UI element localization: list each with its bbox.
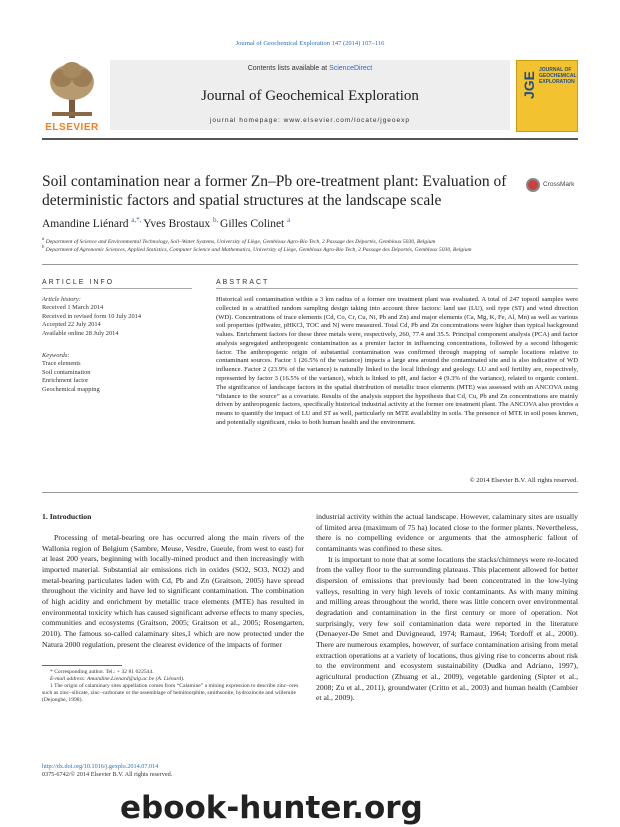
author-affil-sup[interactable]: a,*, [131, 216, 144, 224]
elsevier-tree-icon [46, 60, 98, 120]
abstract-copyright: © 2014 Elsevier B.V. All rights reserved. [469, 477, 578, 484]
article-title: Soil contamination near a former Zn–Pb ore-treatment plant: Evaluation of deterministic factors and spatial structures at the landscape scale [42, 173, 507, 209]
journal-cover-thumbnail [516, 60, 578, 132]
keyword-item: Soil contamination [42, 368, 91, 376]
history-item: Available online 28 July 2014 [42, 329, 119, 337]
crossmark-label: CrossMark [543, 181, 575, 188]
author-name[interactable]: Amandine Liénard [42, 217, 129, 230]
cover-title: JOURNAL OF GEOCHEMICAL EXPLORATION [539, 67, 577, 85]
sciencedirect-link[interactable]: ScienceDirect [329, 65, 373, 72]
affiliation-text: Department of Science and Environmental Technology, Soil–Water Systems, University of Liège, Gembloux Agro-Bio Tech, 2 Passage des Déportés, Gembloux 5030, Belgium [45, 238, 436, 245]
abstract-rule [216, 288, 578, 289]
journal-masthead [110, 60, 510, 130]
keyword-item: Trace elements [42, 360, 81, 368]
article-history [42, 296, 202, 338]
keywords [42, 352, 202, 394]
journal-homepage[interactable]: journal homepage: www.elsevier.com/locate/jgeoexp [209, 117, 411, 124]
footnote-1: 1 The origin of calaminary sites appellation comes from “Calamine” a mining expression to describe zinc–ores such as zinc–silicate, zinc–carbonate or the assemblage of hemimorphite, smithsonite, hydrozincite and willemite (Dejonghe, 1998). [42, 683, 299, 703]
author-name[interactable]: Yves Brostaux [143, 217, 211, 230]
keyword-item: Geochemical mapping [42, 385, 100, 393]
body-paragraph: industrial activity within the actual landscape. However, calaminary sites are usually of limited area (maximum of 75 ha) located close to the former plants. Nevertheless, there is no compelling evidence or arguments that the atmospheric fallout of contaminants was confined to these sites. [316, 512, 578, 553]
header-rule [42, 138, 578, 140]
contents-line [110, 65, 510, 72]
affiliation-sup: b [42, 245, 45, 250]
affiliation-a [42, 237, 578, 245]
author-name[interactable]: Gilles Colinet [220, 217, 285, 230]
abstract-rule-bottom [42, 492, 578, 493]
article-info-heading: ARTICLE INFO [42, 279, 115, 286]
author-affil-sup[interactable]: b, [213, 216, 221, 224]
author-affil-sup[interactable]: a [287, 216, 291, 224]
watermark-text: ebook-hunter.org [120, 790, 423, 826]
crossmark-button[interactable] [526, 178, 584, 194]
doi-block [42, 763, 172, 778]
footnote-email[interactable]: E-mail address: Amandine.Lienard@ulg.ac.be (A. Liénard). [50, 676, 185, 682]
article-info-rule [42, 288, 192, 289]
footnotes [42, 669, 304, 704]
body-paragraph: Processing of metal-bearing ore has occurred along the main rivers of the Wallonia region of Belgium (Sambre, Meuse, Vesdre, Gueule, from west to east) for at least 200 years, beginning with locally-mined product and then increasingly with imported material. Substantial air emissions rich in oxides (SO2, SO3, NO2) and metal-bearing particulates laden with Cd, Pb and Zn (Graitson, 2005) have spread throughout the vicinity and have led to significant contamination. The combination of high acidity and enrichment by metallic trace elements (MTE) has resulted in environmental toxicity which has caused significant adverse effects to many species, communities and ecosystems (Graitson, 2005; Graitson et al., 2005; Rosengarten, 2010). The famous so-called calaminary sites,1 which are now protected under the Natura 2000 regulation, present the clearest evidence of the impacts of former [42, 533, 304, 649]
abstract-heading: ABSTRACT [216, 279, 270, 286]
affiliation-b [42, 245, 578, 253]
cover-abbrev: JGE [521, 71, 537, 100]
contents-prefix: Contents lists available at [247, 65, 330, 72]
keyword-item: Enrichment factor [42, 377, 89, 385]
elsevier-logo [42, 60, 102, 136]
journal-citation[interactable]: Journal of Geochemical Exploration 147 (2014) 107–116 [235, 40, 385, 47]
footnote-rule [42, 665, 122, 666]
footnote-corresponding: * Corresponding author. Tel.: + 32 81 622544. [50, 669, 154, 675]
keywords-label: Keywords: [42, 352, 70, 359]
abstract-text: Historical soil contamination within a 3 km radius of a former ore treatment plant was evaluated. A total of 247 topsoil samples were collected in a stratified random sampling design taking into account three factors: land use (LU), soil type (ST) and wind direction (WD). Concentrations of trace elements (Cd, Co, Cr, Cu, Ni, Pb and Zn) and major elements (Ca, Mg, K, Fe, Al, Mn) as well as various soil properties (pHwater, pHKCl, TOC and N) were measured. Total Cd, Pb and Zn concentrations were higher than typical background values. Enrichment factors for these three metals were, respectively, 260, 77.4 and 35.5. Principal component analysis (PCA) and factor analysis segregated anthropogenic contamination as a premier factor in influencing concentrations, followed by a second lithogenic factor. The anthropogenic origin of substantial contamination was confirmed through mapping of sample locations relative to contaminant sources. Factor 1 (26.5% of the variance) impacts a large area around the contaminated site and is also indicative of WD influence. Factor 2 (23.9% of the variance) is naturally linked to the local lithology and geology. LU and soil fertility are, respectively, represented by factor 3 (16.5% of the variance), which is linked to pH, and factor 4 (9.3% of the variance), related to organic content. The significance of landscape factors in the spatial distribution of metallic trace elements (MTE) was assessed with an ANCOVA using “distance to the source” as a covariate. Results of the analysis support the hypothesis that Cd, Cu, Pb and Zn concentrations are mainly driven by anthropogenic factors, specifically historical industrial activity at the former ore treatment plant. The ANCOVA also provides a means to quantify the impact of LU and ST as well, particularly on MTE availability in soils. The presence of MTE in soil poses known, and potentially significant, risks to both human health and the environment. [216, 296, 578, 426]
body-column-right [316, 512, 578, 704]
journal-name: Journal of Geochemical Exploration [201, 88, 419, 104]
affiliation-sup: a [42, 237, 45, 242]
history-item: Received 1 March 2014 [42, 304, 104, 312]
body-paragraph: It is important to note that at some locations the stacks/chimneys were re-located from the valley floor to the surrounding plateaus. This placement allowed for better dispersion of emissions that previously had been concentrated in the low-lying valleys, resulting in very high levels of toxic contaminants. As with many mining and milling areas throughout the world, there was little concern over environmental degradation and contamination in the first century or more of operation. Not surprisingly, very few soil contamination data were reported in the literature (Denaeyer-De Smet and Duvigneaud, 1974; Ramaut, 1964; Tordoff et al., 2000). There are numerous examples, however, of surface contamination arising from metal extraction operations at a variety of locations, thus giving rise to concerns about risk to the environment and ecosystem sustainability (Dudka and Adriano, 1997), agricultural production (Zhuang et al., 2009), vegetable gardening (Sipter et al., 2008; Zu et al., 2011), groundwater (Critto et al., 2003) and human health (Cambier et al., 2009). [316, 554, 578, 703]
issn-line: 0375-6742/© 2014 Elsevier B.V. All rights reserved. [42, 770, 173, 778]
history-item: Accepted 22 July 2014 [42, 321, 101, 329]
crossmark-icon [526, 178, 540, 192]
body-column-left [42, 533, 304, 650]
elsevier-wordmark: ELSEVIER [45, 122, 99, 133]
section-heading-introduction: 1. Introduction [42, 512, 92, 521]
history-label: Article history: [42, 296, 81, 303]
affiliation-rule [42, 264, 578, 265]
history-item: Received in revised form 10 July 2014 [42, 312, 142, 320]
doi-link[interactable]: http://dx.doi.org/10.1016/j.gexplo.2014.07.014 [42, 763, 159, 770]
author-list [42, 216, 578, 230]
affiliation-text: Department of Agronomic Sciences, Applied Statistics, Computer Science and Mathematics, University of Liège, Gembloux Agro-Bio Tech, 2 Passage des Déportés, Gembloux 5030, Belgium [45, 246, 472, 253]
